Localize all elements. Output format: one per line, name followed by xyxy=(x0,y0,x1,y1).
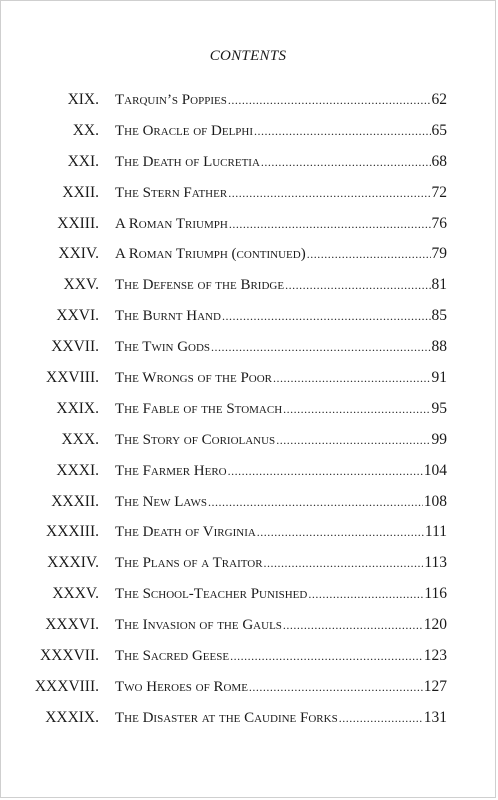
dot-leader xyxy=(208,496,423,508)
toc-title-line xyxy=(115,209,447,240)
toc-entry xyxy=(1,394,495,425)
dot-leader xyxy=(228,465,423,477)
chapter-title: The Plans of a Traitor xyxy=(115,555,263,572)
dot-leader xyxy=(273,372,430,384)
toc-entry xyxy=(1,579,495,610)
toc-entry xyxy=(1,270,495,301)
page-number: 72 xyxy=(431,183,447,201)
toc-title-line xyxy=(115,548,447,579)
chapter-number: XXXVII. xyxy=(40,647,99,665)
toc-entry xyxy=(1,332,495,363)
dot-leader xyxy=(276,434,430,446)
dot-leader xyxy=(285,279,430,291)
toc-title-line xyxy=(115,270,447,301)
table-of-contents xyxy=(1,85,495,734)
chapter-number: XXXIII. xyxy=(46,523,99,541)
dot-leader xyxy=(339,712,423,724)
toc-title-line xyxy=(115,487,447,518)
chapter-number: XXVII. xyxy=(51,338,99,356)
toc-entry xyxy=(1,641,495,672)
chapter-number: XXI. xyxy=(67,152,99,170)
chapter-title: A Roman Triumph (continued) xyxy=(115,246,306,263)
toc-entry xyxy=(1,703,495,734)
page-number: 65 xyxy=(431,121,447,139)
toc-title-line xyxy=(115,610,447,641)
toc-entry xyxy=(1,147,495,178)
chapter-title: The Farmer Hero xyxy=(115,462,227,479)
page-number: 111 xyxy=(424,523,447,541)
chapter-number: XXIX. xyxy=(56,399,99,417)
toc-entry xyxy=(1,517,495,548)
toc-title-line xyxy=(115,85,447,116)
toc-title-line xyxy=(115,579,447,610)
page-number: 123 xyxy=(423,647,447,665)
toc-entry xyxy=(1,425,495,456)
page-number: 99 xyxy=(431,430,447,448)
page-number: 91 xyxy=(431,369,447,387)
chapter-number: XXXII. xyxy=(51,492,99,510)
toc-entry xyxy=(1,456,495,487)
toc-title-line xyxy=(115,332,447,363)
chapter-number: XXX. xyxy=(61,430,99,448)
page-number: 113 xyxy=(424,554,447,572)
page-number: 68 xyxy=(431,152,447,170)
chapter-title: The Sacred Geese xyxy=(115,648,230,665)
chapter-number: XXIV. xyxy=(58,245,99,263)
chapter-title: Tarquin’s Poppies xyxy=(115,92,227,108)
dot-leader xyxy=(211,341,430,353)
toc-entry xyxy=(1,116,495,147)
chapter-title: A Roman Triumph xyxy=(115,215,228,232)
toc-entry xyxy=(1,178,495,209)
dot-leader xyxy=(229,218,431,230)
chapter-number: XIX. xyxy=(67,91,99,108)
toc-title-line xyxy=(115,178,447,209)
toc-title-line xyxy=(115,703,447,734)
toc-title-line xyxy=(115,147,447,178)
toc-title-line xyxy=(115,425,447,456)
chapter-number: XXXV. xyxy=(52,585,99,603)
toc-entry xyxy=(1,239,495,270)
chapter-number: XX. xyxy=(72,121,99,139)
chapter-title: Two Heroes of Rome xyxy=(115,678,248,695)
toc-title-line xyxy=(115,301,447,332)
toc-title-line xyxy=(115,672,447,703)
chapter-number: XXII. xyxy=(62,183,99,201)
page-number: 62 xyxy=(431,91,447,108)
page-number: 116 xyxy=(424,585,447,603)
chapter-number: XXXIV. xyxy=(47,554,99,572)
dot-leader xyxy=(249,681,423,693)
toc-entry xyxy=(1,363,495,394)
page-number: 81 xyxy=(431,276,447,294)
page-number: 127 xyxy=(423,677,447,695)
chapter-title: The Twin Gods xyxy=(115,339,211,356)
toc-title-line xyxy=(115,363,447,394)
page-number: 76 xyxy=(431,214,447,232)
toc-title-line xyxy=(115,394,447,425)
dot-leader xyxy=(230,650,423,662)
chapter-title: The Stern Father xyxy=(115,184,228,201)
chapter-title: The Story of Coriolanus xyxy=(115,431,276,448)
chapter-number: XXV. xyxy=(63,276,99,294)
chapter-number: XXXVIII. xyxy=(34,677,99,695)
toc-entry xyxy=(1,209,495,240)
page-number: 88 xyxy=(431,338,447,356)
dot-leader xyxy=(283,403,430,415)
page-number: 108 xyxy=(423,492,447,510)
chapter-title: The Fable of the Stomach xyxy=(115,400,283,417)
toc-title-line xyxy=(115,116,447,147)
chapter-title: The School-Teacher Punished xyxy=(115,586,308,603)
chapter-number: XXXI. xyxy=(56,461,99,479)
chapter-number: XXXIX. xyxy=(45,708,99,726)
chapter-title: The Death of Virginia xyxy=(115,524,256,541)
chapter-number: XXVIII. xyxy=(46,369,99,387)
chapter-number: XXVI. xyxy=(56,307,99,325)
toc-title-line xyxy=(115,239,447,270)
dot-leader xyxy=(254,125,430,137)
chapter-title: The Oracle of Delphi xyxy=(115,122,254,139)
dot-leader xyxy=(257,526,424,538)
dot-leader xyxy=(222,310,431,322)
toc-entry xyxy=(1,487,495,518)
dot-leader xyxy=(264,557,424,569)
toc-title-line xyxy=(115,517,447,548)
dot-leader xyxy=(228,94,431,106)
dot-leader xyxy=(308,588,423,600)
dot-leader xyxy=(307,248,431,260)
page-number: 85 xyxy=(431,307,447,325)
contents-heading: CONTENTS xyxy=(209,48,287,64)
toc-title-line xyxy=(115,641,447,672)
dot-leader xyxy=(283,619,423,631)
chapter-title: The Wrongs of the Poor xyxy=(115,370,273,387)
chapter-title: The Burnt Hand xyxy=(115,308,221,325)
chapter-title: The New Laws xyxy=(115,493,207,510)
toc-entry xyxy=(1,672,495,703)
dot-leader xyxy=(228,187,430,199)
toc-entry xyxy=(1,85,495,116)
toc-entry xyxy=(1,548,495,579)
page-number: 120 xyxy=(423,616,447,634)
page-number: 104 xyxy=(423,461,447,479)
page-number: 95 xyxy=(431,399,447,417)
chapter-title: The Defense of the Bridge xyxy=(115,277,285,294)
chapter-title: The Disaster at the Caudine Forks xyxy=(115,709,338,726)
page-number: 79 xyxy=(431,245,447,263)
chapter-number: XXIII. xyxy=(57,214,99,232)
chapter-title: The Invasion of the Gauls xyxy=(115,617,282,634)
toc-entry xyxy=(1,610,495,641)
chapter-title: The Death of Lucretia xyxy=(115,153,260,170)
toc-title-line xyxy=(115,456,447,487)
page-number: 131 xyxy=(423,708,447,726)
toc-entry xyxy=(1,301,495,332)
chapter-number: XXXVI. xyxy=(45,616,99,634)
dot-leader xyxy=(261,156,431,168)
